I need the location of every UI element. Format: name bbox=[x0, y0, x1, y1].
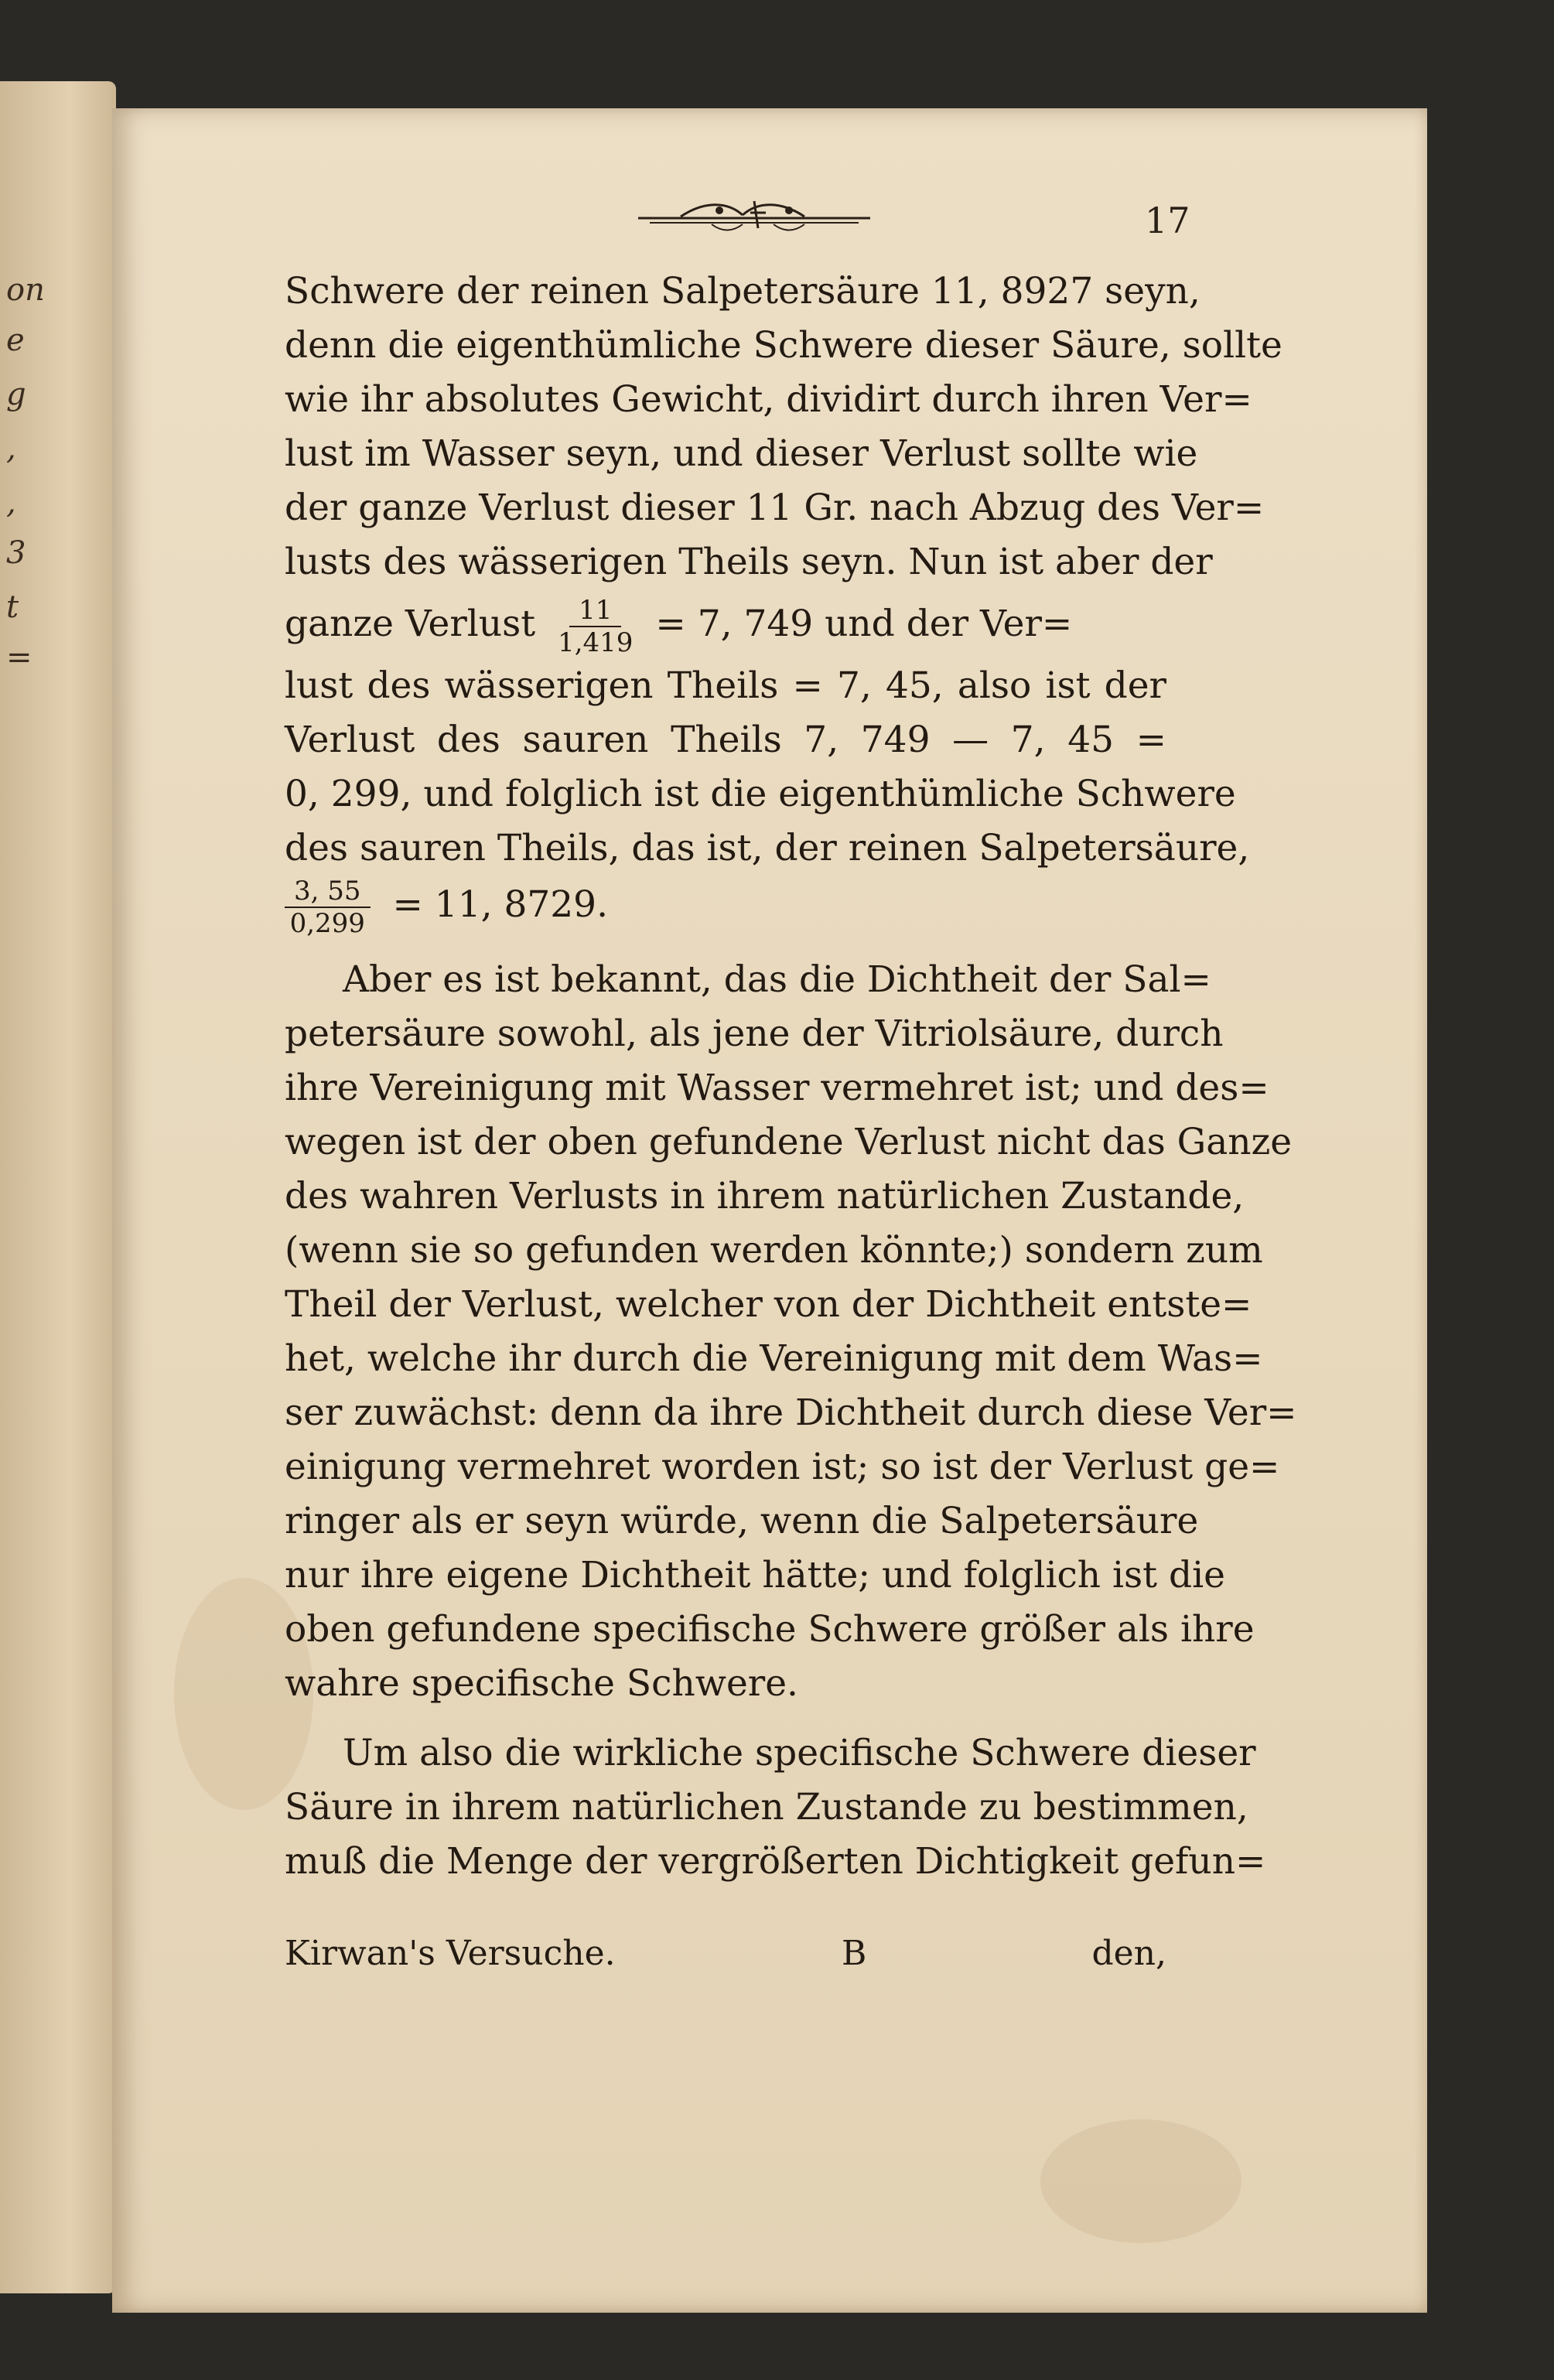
fraction-numerator: 3, 55 bbox=[285, 876, 371, 908]
facing-page-fragment: e bbox=[6, 323, 25, 358]
text-line: wegen ist der oben gefundene Verlust nicht das Ganze bbox=[285, 1121, 1293, 1163]
fraction-denominator: 0,299 bbox=[289, 908, 365, 939]
text-line: 0, 299, und folglich ist die eigenthümliche Schwere bbox=[285, 773, 1236, 815]
fraction bbox=[558, 595, 633, 658]
text-line: Um also die wirkliche specifische Schwere dieser bbox=[343, 1732, 1256, 1774]
text-line: nur ihre eigene Dichtheit hätte; und folglich ist die bbox=[285, 1554, 1225, 1596]
facing-page-fragment: = bbox=[6, 640, 32, 675]
running-title: Kirwan's Versuche. bbox=[285, 1934, 616, 1973]
text-line: der ganze Verlust dieser 11 Gr. nach Abzug des Ver= bbox=[285, 487, 1265, 529]
page-footer bbox=[285, 1934, 1166, 1988]
body-text bbox=[285, 265, 1297, 1889]
text-line: oben gefundene specifische Schwere größer als ihre bbox=[285, 1608, 1255, 1651]
facing-page-fragment: , bbox=[6, 431, 16, 466]
facing-page-fragment: t bbox=[6, 589, 19, 625]
text-line: lust im Wasser seyn, und dieser Verlust sollte wie bbox=[285, 432, 1198, 475]
text-line: lusts des wässerigen Theils seyn. Nun ist aber der bbox=[285, 541, 1213, 583]
text-line: Theil der Verlust, welcher von der Dichtheit entste= bbox=[285, 1283, 1252, 1326]
signature-mark: B bbox=[842, 1934, 867, 1973]
ornament-icon bbox=[634, 193, 874, 240]
text-line: het, welche ihr durch die Vereinigung mit dem Was= bbox=[285, 1337, 1263, 1380]
facing-page-fragment: g bbox=[6, 377, 26, 412]
formula-text: ganze Verlust bbox=[285, 603, 536, 645]
text-line: des sauren Theils, das ist, der reinen Salpetersäure, bbox=[285, 827, 1250, 869]
text-line: ringer als er seyn würde, wenn die Salpetersäure bbox=[285, 1500, 1199, 1542]
formula-line bbox=[285, 876, 1166, 953]
text-line: wahre specifische Schwere. bbox=[285, 1662, 798, 1705]
fraction bbox=[285, 876, 371, 939]
text-line: des wahren Verlusts in ihrem natürlichen Zustande, bbox=[285, 1175, 1245, 1217]
text-line: ihre Vereinigung mit Wasser vermehret ist; und des= bbox=[285, 1067, 1269, 1109]
catchword: den, bbox=[1091, 1934, 1166, 1973]
text-line: wie ihr absolutes Gewicht, dividirt durch ihren Ver= bbox=[285, 378, 1252, 421]
formula-text: = 11, 8729. bbox=[392, 883, 609, 926]
text-line: denn die eigenthümliche Schwere dieser Säure, sollte bbox=[285, 324, 1282, 367]
text-line: Schwere der reinen Salpetersäure 11, 8927 seyn, bbox=[285, 270, 1201, 312]
facing-page-edge bbox=[0, 81, 116, 2293]
page-number: 17 bbox=[1145, 200, 1190, 241]
formula-text: = 7, 749 und der Ver= bbox=[655, 603, 1073, 645]
text-line: Aber es ist bekannt, das die Dichtheit der Sal= bbox=[343, 958, 1211, 1001]
fraction-denominator: 1,419 bbox=[558, 627, 634, 658]
text-line: lust des wässerigen Theils = 7, 45, also ist der bbox=[285, 664, 1166, 707]
text-line: ser zuwächst: denn da ihre Dichtheit durch diese Ver= bbox=[285, 1391, 1297, 1434]
facing-page-fragment: , bbox=[6, 485, 16, 521]
fraction-numerator: 11 bbox=[569, 595, 621, 627]
text-line: (wenn sie so gefunden werden könnte;) sondern zum bbox=[285, 1229, 1263, 1272]
facing-page-fragment: 3 bbox=[6, 535, 26, 571]
text-line: petersäure sowohl, als jene der Vitriolsäure, durch bbox=[285, 1012, 1224, 1055]
formula-line bbox=[285, 589, 1166, 659]
text-line: Verlust des sauren Theils 7, 749 — 7, 45 = bbox=[285, 719, 1166, 761]
text-line: Säure in ihrem natürlichen Zustande zu bestimmen, bbox=[285, 1786, 1248, 1829]
text-line: einigung vermehret worden ist; so ist der Verlust ge= bbox=[285, 1446, 1280, 1488]
text-line: muß die Menge der vergrößerten Dichtigkeit gefun= bbox=[285, 1840, 1266, 1883]
facing-page-fragment: on bbox=[6, 272, 45, 308]
